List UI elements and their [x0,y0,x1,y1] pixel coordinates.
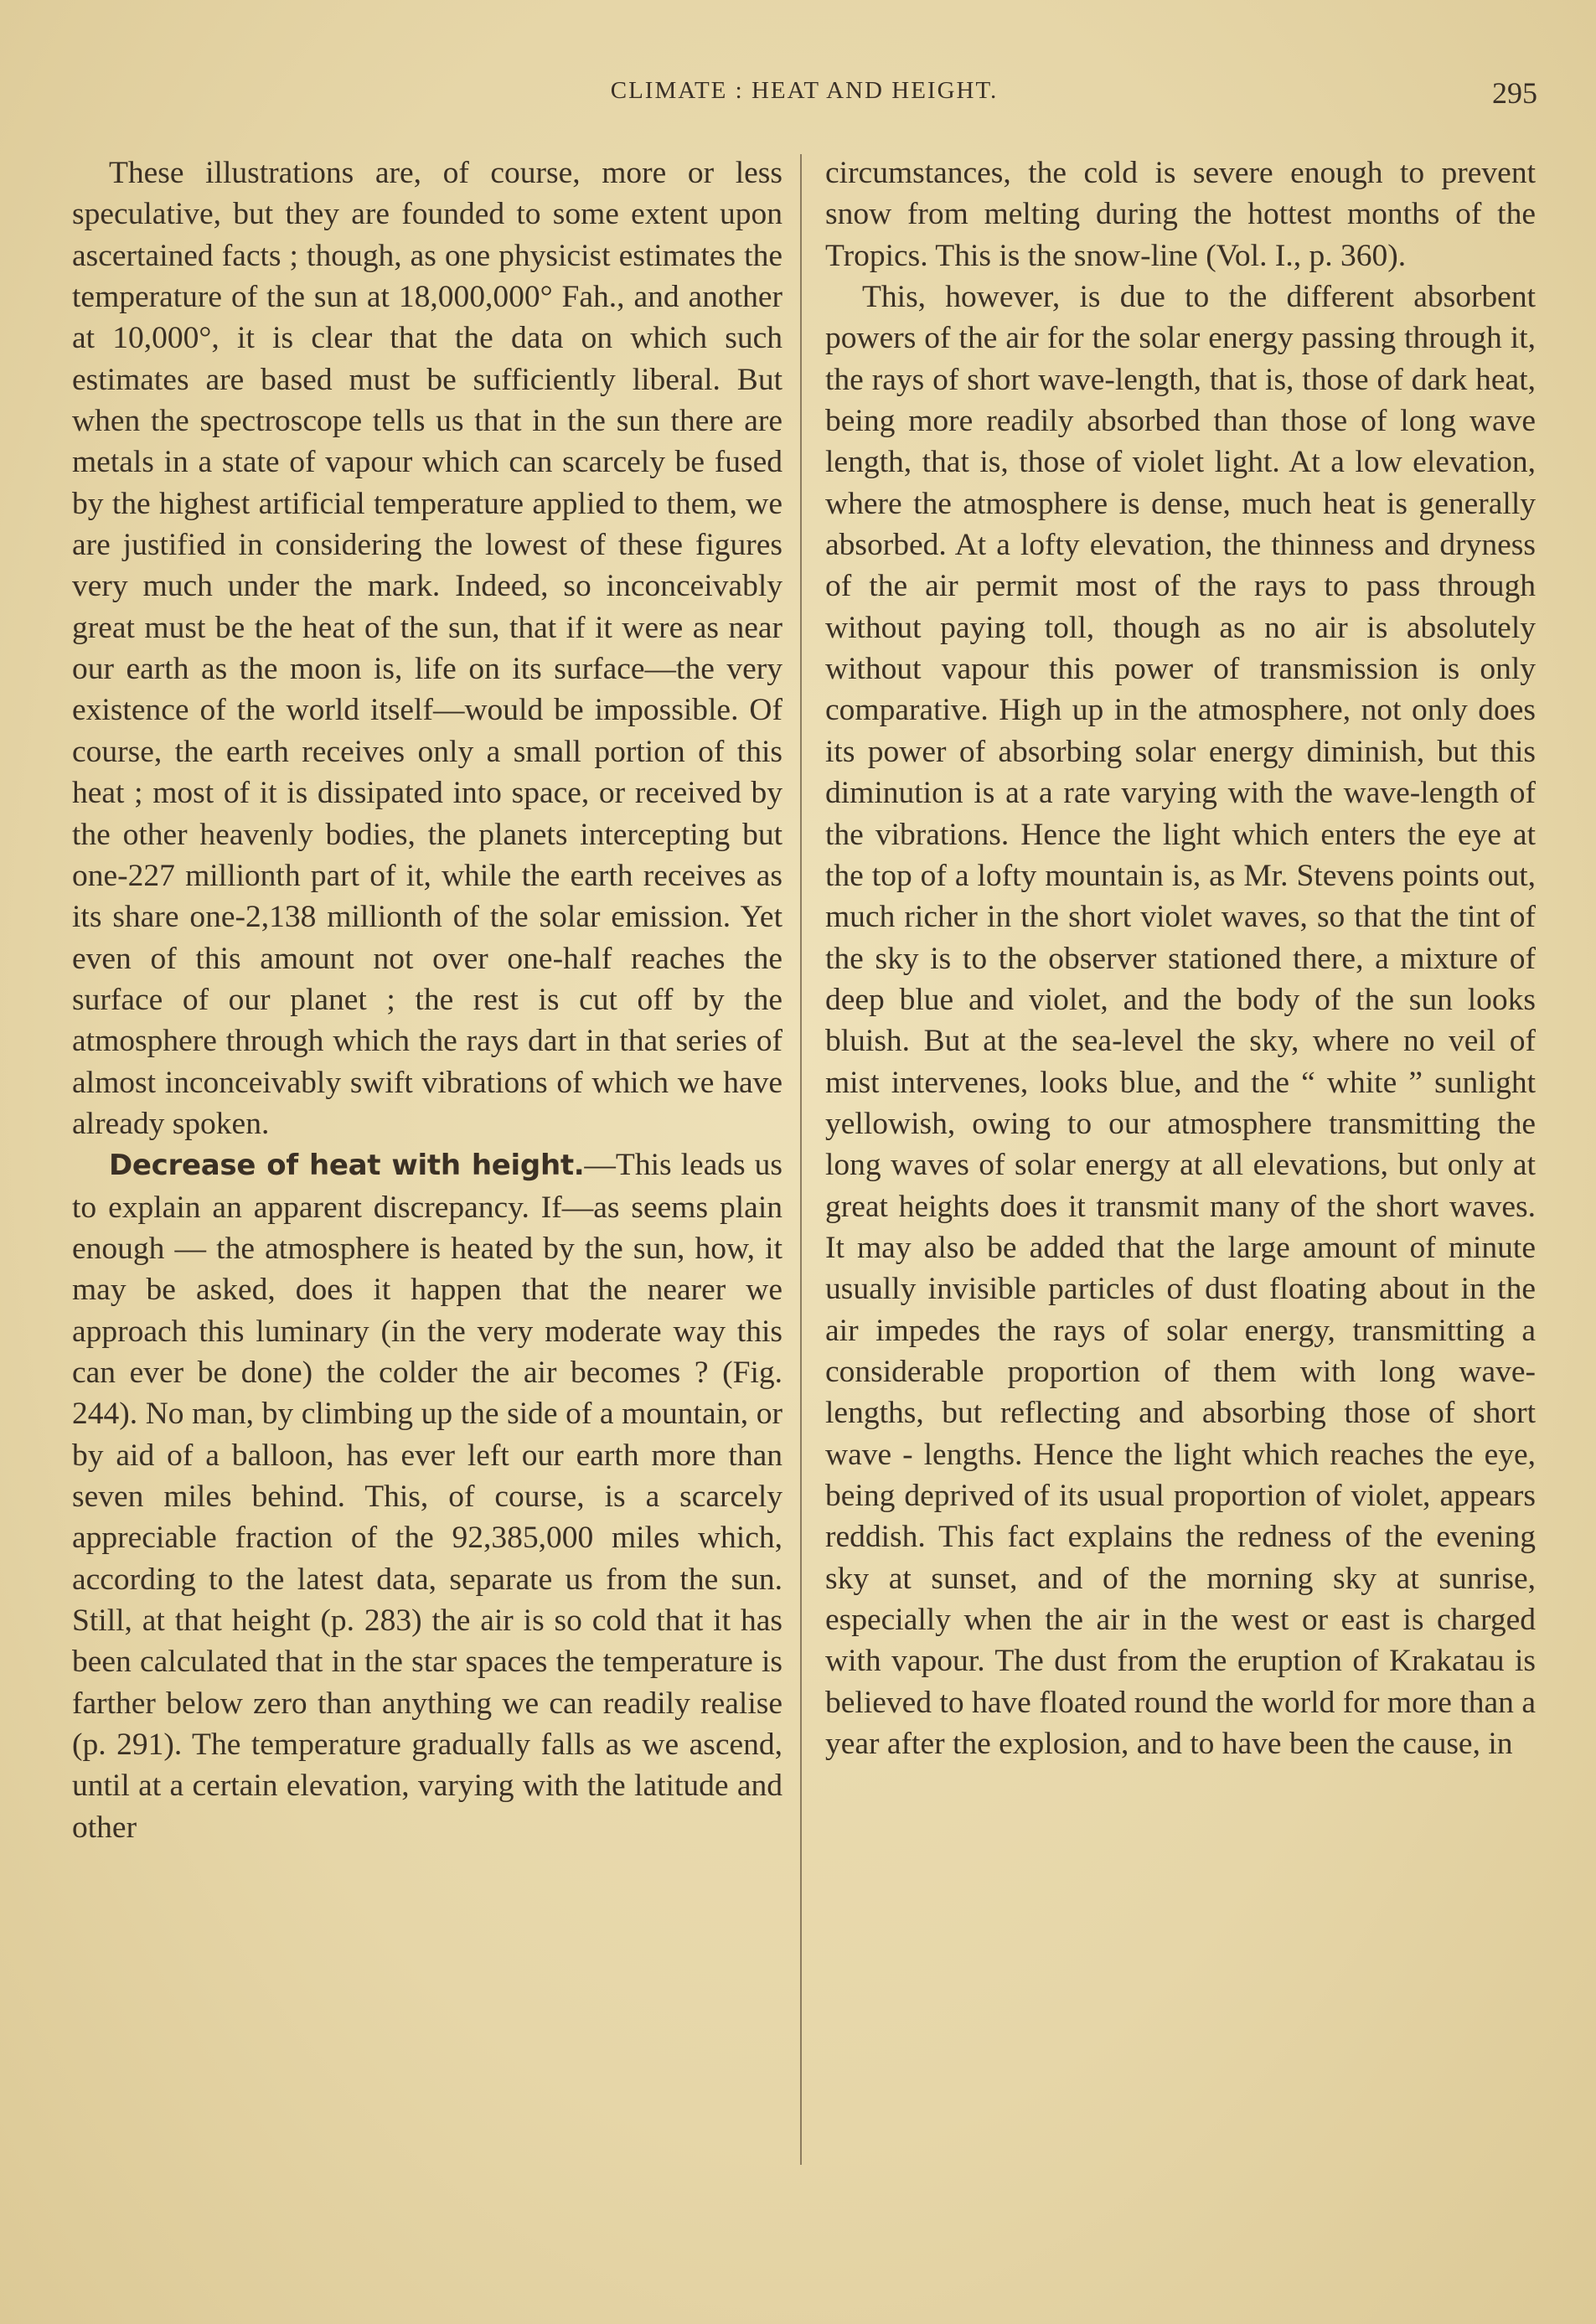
left-paragraph-2 [72,1144,783,1848]
running-head [71,77,1537,119]
right-paragraph-2: This, however, is due to the different absorbent powers of the air for the solar energy passing through it, the rays of short wave-length, that is, those of dark heat, being more readily absorbed than those of long wave length, that is, those of violet light. At a low elevation, where the atmosphere is dense, much heat is generally absorbed. At a lofty elevation, the thinness and dryness of the air permit most of the rays to pass through without paying toll, though as no air is absolutely without vapour this power of transmission is only comparative. High up in the atmosphere, not only does its power of absorbing solar energy diminish, but this diminution is at a rate varying with the wave-length of the vibrations. Hence the light which enters the eye at the top of a lofty mountain is, as Mr. Stevens points out, much richer in the short violet waves, so that the tint of the sky is to the observer stationed there, a mixture of deep blue and violet, and the body of the sun looks bluish. But at the sea-level the sky, where no veil of mist intervenes, looks blue, and the “ white ” sunlight yellowish, owing to our atmosphere transmitting the long waves of solar energy at all elevations, but only at great heights does it transmit many of the short waves. It may also be added that the large amount of minute usually invisible particles of dust floating about in the air impedes the rays of solar energy, transmitting a considerable proportion of them with long wave-lengths, but reflecting and absorbing those of short wave - lengths. Hence the light which reaches the eye, being deprived of its usual proportion of violet, appears reddish. This fact explains the redness of the evening sky at sunset, and of the morning sky at sunrise, especially when the air in the west or east is charged with vapour. The dust from the eruption of Krakatau is believed to have floated round the world for more than a year after the explosion, and to have been the cause, in [825,280,1536,1762]
section-heading: Decrease of heat with height. [109,1149,585,1183]
page-number: 295 [1492,76,1537,110]
running-title: CLIMATE : HEAT AND HEIGHT. [610,77,999,104]
left-paragraph-2-text: —This leads us to explain an apparent discrepancy. If—as seems plain enough — the atmosphere is heated by the sun, how, it may be asked, does it happen that the nearer we approach this luminary (in the very moderate way this can ever be done) the colder the air becomes ? (Fig. 244). No man, by climbing up the side of a mountain, or by aid of a balloon, has ever left our earth more than seven miles behind. This, of course, is a scarcely appreciable fraction of the 92,385,000 miles which, according to the latest data, separate us from the sun. Still, at that height (p. 283) the air is so cold that it has been calculated that in the star spaces the temperature is farther below zero than anything we can readily realise (p. 291). The temperature gradually falls as we ascend, until at a certain elevation, varying with the latitude and other [72,1148,783,1845]
right-paragraph-1: circumstances, the cold is severe enough to prevent snow from melting during the hottest months of the Tropics. This is the snow-line (Vol. I., p. 360). [825,156,1536,273]
left-paragraph-1: These illustrations are, of course, more or less speculative, but they are founded to some extent upon ascertained facts ; though, as one physicist estimates the temperature of the sun at 18,000,000° Fah., and another at 10,000°, it is clear that the data on which such estimates are based must be sufficiently liberal. But when the spectroscope tells us that in the sun there are metals in a state of vapour which can scarcely be fused by the highest artificial temperature applied to them, we are justified in considering the lowest of these figures very much under the mark. Indeed, so inconceivably great must be the heat of the sun, that if it were as near our earth as the moon is, life on its surface—the very existence of the world itself—would be impossible. Of course, the earth receives only a small portion of this heat ; most of it is dissipated into space, or received by the other heavenly bodies, the planets intercepting but one-227 millionth part of it, while the earth receives as its share one-2,138 millionth of the solar emission. Yet even of this amount not over one-half reaches the surface of our planet ; the rest is cut off by the atmosphere through which the rays dart in that series of almost inconceivably swift vibrations of which we have already spoken. [72,156,783,1141]
right-column [825,152,1536,1764]
left-column [72,152,783,1848]
column-divider [800,154,802,2165]
